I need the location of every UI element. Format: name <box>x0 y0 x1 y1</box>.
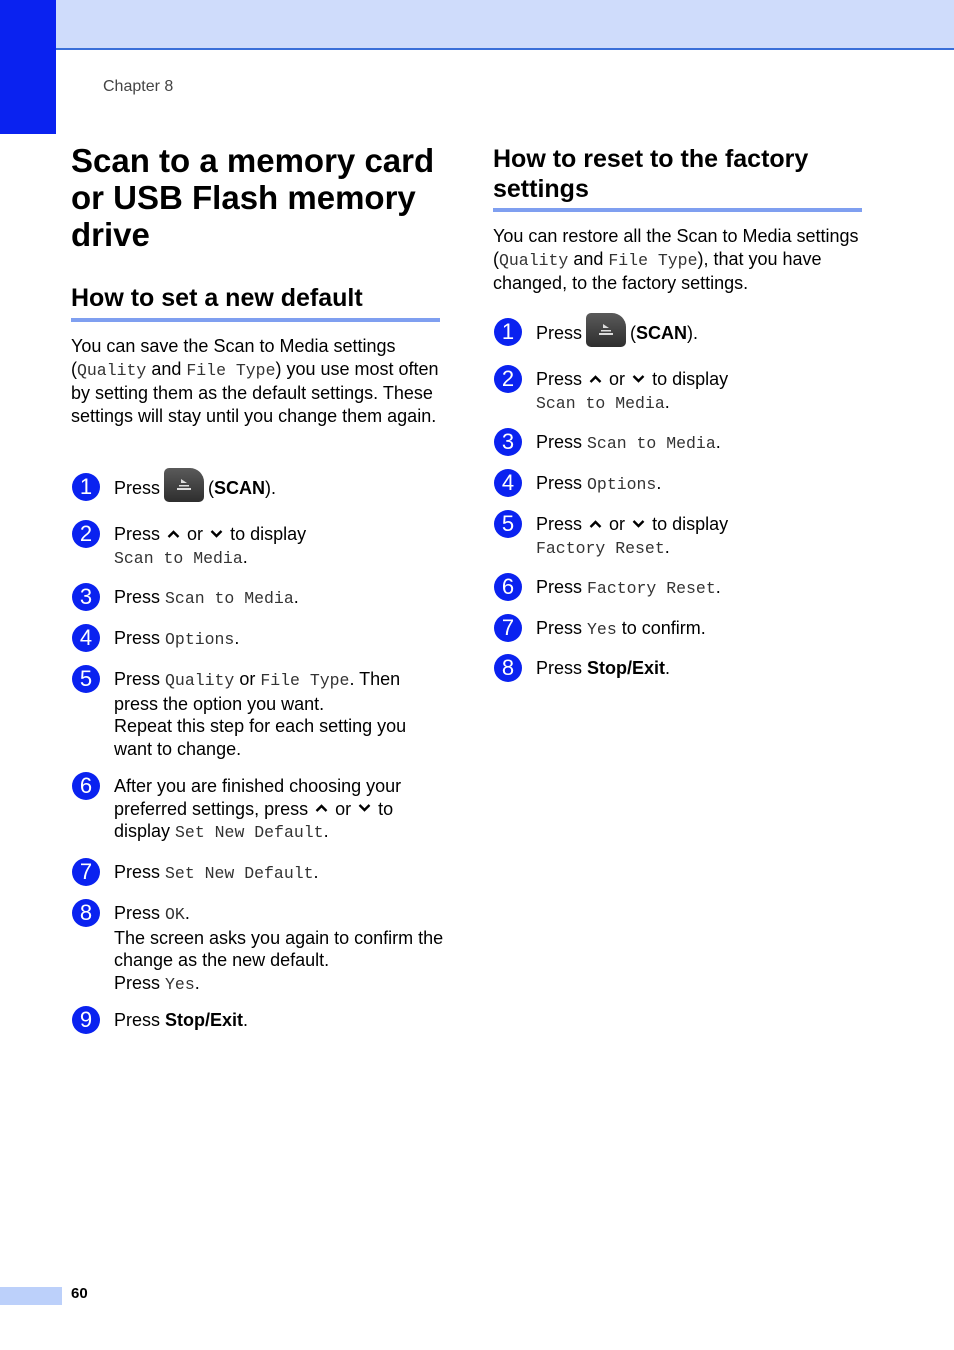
step-code: OK <box>165 905 185 924</box>
intro-code: Quality <box>77 360 147 380</box>
step-text-part: to display <box>652 514 729 534</box>
step-text-part: ). <box>687 322 699 343</box>
intro-paragraph <box>71 335 441 427</box>
step-text <box>114 902 444 996</box>
step-text-part: Press <box>536 577 588 597</box>
step-text-part: ( <box>208 477 215 498</box>
step-text <box>536 431 866 456</box>
step-text-part: or <box>609 369 626 389</box>
scan-button-icon <box>586 313 626 347</box>
step-number: 2 <box>494 365 522 393</box>
chapter-label: Chapter 8 <box>103 78 174 95</box>
step-text <box>536 321 866 347</box>
step-code: Set New Default <box>165 864 314 883</box>
step-text-part: Press <box>114 669 166 689</box>
step-key: Stop/Exit <box>165 1010 244 1030</box>
step-text <box>536 368 866 415</box>
step-text-part: . <box>243 1010 249 1030</box>
step-text-part: Press <box>536 473 588 493</box>
page-number: 60 <box>71 1285 88 1302</box>
step-text <box>114 861 444 886</box>
step-code: Options <box>165 630 235 649</box>
step-text-part: . <box>715 577 721 597</box>
down-arrow-icon <box>632 519 645 529</box>
step-number: 8 <box>494 654 522 682</box>
step-text-part: After you are finished choosing your preferred settings, press <box>114 776 402 819</box>
step-text-part: . <box>194 972 200 993</box>
step-code: Quality <box>165 671 235 690</box>
step-number: 8 <box>72 899 100 927</box>
step-text-part: . <box>665 658 671 678</box>
step-number: 6 <box>494 573 522 601</box>
step-text-part: . <box>323 821 329 841</box>
step-text-part: ( <box>630 322 637 343</box>
step-text-part: Press <box>536 658 588 678</box>
step-text-part: . <box>664 536 670 557</box>
up-arrow-icon <box>167 529 180 539</box>
step-number: 5 <box>494 510 522 538</box>
step-text <box>114 586 444 611</box>
intro-code: File Type <box>608 250 698 270</box>
step-text-part: Press <box>536 322 583 343</box>
step-text-part: . <box>664 391 670 412</box>
step-text-part: to display <box>652 369 729 389</box>
intro-paragraph <box>493 225 865 295</box>
step-number: 3 <box>494 428 522 456</box>
step-text-part: to display <box>230 524 307 544</box>
step-text-part: Press <box>114 903 166 923</box>
step-number: 1 <box>494 318 522 346</box>
step-code: Scan to Media <box>536 393 665 413</box>
header-band <box>0 0 954 50</box>
step-text-part: . <box>715 432 721 452</box>
step-number: 2 <box>72 520 100 548</box>
step-text-part: or <box>187 524 204 544</box>
step-text-part: to confirm. <box>616 618 706 638</box>
step-text-part: . <box>313 862 319 882</box>
step-number: 4 <box>72 624 100 652</box>
step-text <box>114 668 444 760</box>
step-text-part: Press <box>114 477 161 498</box>
step-text <box>536 617 866 642</box>
up-arrow-icon <box>589 374 602 384</box>
step-number: 1 <box>72 473 100 501</box>
step-text-part: Press <box>114 862 166 882</box>
step-number: 3 <box>72 583 100 611</box>
step-text <box>536 576 866 601</box>
footer-bar <box>0 1287 62 1305</box>
step-text-part: Press <box>114 972 166 993</box>
step-code: Options <box>587 475 657 494</box>
intro-code: Quality <box>499 250 569 270</box>
step-code: Yes <box>165 974 195 994</box>
step-key: Stop/Exit <box>587 658 666 678</box>
intro-text: and <box>146 358 187 379</box>
up-arrow-icon <box>315 803 328 813</box>
step-code: Factory Reset <box>536 538 665 558</box>
step-code: Yes <box>587 620 617 639</box>
step-number: 5 <box>72 665 100 693</box>
step-text-part: . <box>656 473 662 493</box>
down-arrow-icon <box>210 529 223 539</box>
step-text-part: Repeat this step for each setting you want to change. <box>114 716 407 759</box>
step-number: 6 <box>72 772 100 800</box>
intro-text: and <box>568 248 609 269</box>
chapter-tab <box>0 0 56 134</box>
intro-text: ) you use most often by setting them as the default settings. These settings will stay until you change them again. <box>71 358 439 426</box>
scan-button-icon <box>164 468 204 502</box>
header-rule <box>56 48 954 50</box>
step-number: 4 <box>494 469 522 497</box>
step-text <box>536 657 866 680</box>
step-text-part: . <box>293 587 299 607</box>
step-text-part: or <box>335 798 352 819</box>
step-key: SCAN <box>214 477 266 498</box>
step-text-part: Press <box>536 432 588 452</box>
step-code: Factory Reset <box>587 579 716 598</box>
intro-code: File Type <box>186 360 276 380</box>
step-text-part: . <box>242 546 248 567</box>
step-text-part: . Then press the option you want. <box>114 669 401 714</box>
step-text <box>114 775 444 845</box>
step-code: File Type <box>260 671 350 690</box>
step-text-part: Press <box>536 618 588 638</box>
step-text <box>536 513 866 560</box>
section-title-factory-reset: How to reset to the factory settings <box>493 145 809 203</box>
step-text-part: Press <box>536 369 583 389</box>
step-text-part: Press <box>114 1010 166 1030</box>
step-text <box>114 523 444 570</box>
page-title: Scan to a memory card or USB Flash memory drive <box>71 142 435 253</box>
step-number: 9 <box>72 1006 100 1034</box>
step-text-part: Press <box>536 514 583 534</box>
step-text-part: . <box>234 628 240 648</box>
down-arrow-icon <box>632 374 645 384</box>
intro-text: You can restore all the Scan to Media settings ( <box>493 226 859 269</box>
up-arrow-icon <box>589 519 602 529</box>
step-key: SCAN <box>636 322 688 343</box>
section-rule <box>493 208 862 212</box>
section-rule <box>71 318 440 322</box>
step-code: Set New Default <box>175 823 324 842</box>
step-code: Scan to Media <box>165 589 294 608</box>
intro-text: You can save the Scan to Media settings ( <box>71 336 396 379</box>
step-code: Scan to Media <box>114 548 243 568</box>
intro-text: ), that you have changed, to the factory settings. <box>493 248 822 293</box>
step-text <box>536 472 866 497</box>
step-text <box>114 627 444 652</box>
down-arrow-icon <box>358 803 371 813</box>
step-text <box>114 476 444 502</box>
step-text-part: The screen asks you again to confirm the change as the new default. <box>114 927 444 970</box>
step-text-part: Press <box>114 628 166 648</box>
step-text-part: Press <box>114 587 166 607</box>
step-text <box>114 1009 444 1032</box>
step-text-part: . <box>184 903 190 923</box>
section-title-new-default: How to set a new default <box>71 284 363 312</box>
step-number: 7 <box>72 858 100 886</box>
step-text-part: to display <box>114 798 394 841</box>
step-text-part: ). <box>265 477 277 498</box>
step-text-part: or <box>609 514 626 534</box>
step-number: 7 <box>494 614 522 642</box>
step-code: Scan to Media <box>587 434 716 453</box>
step-text-part: Press <box>114 524 161 544</box>
step-text-part: or <box>234 669 261 689</box>
